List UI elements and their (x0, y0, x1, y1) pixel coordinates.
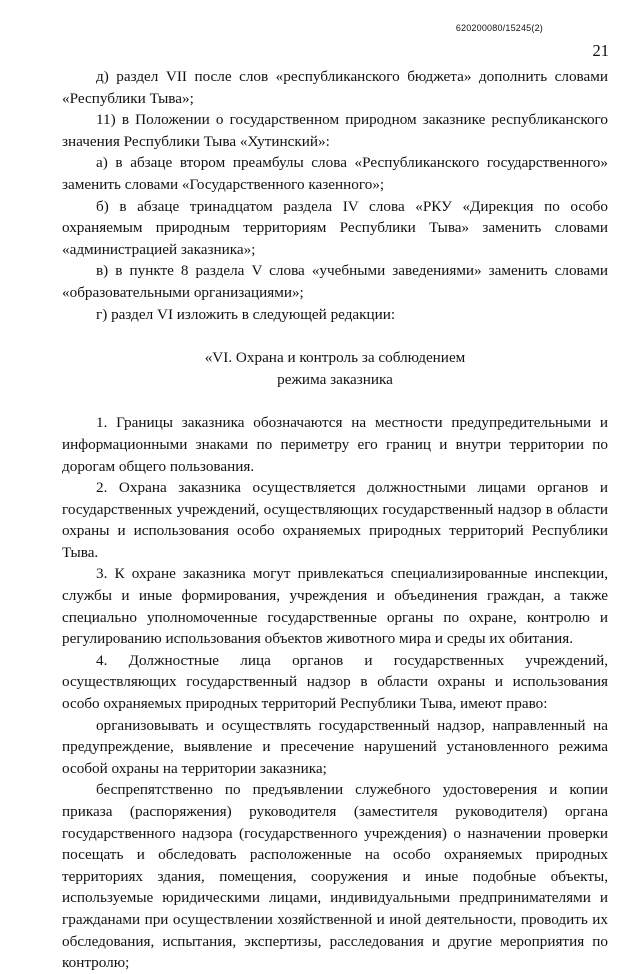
paragraph: г) раздел VI изложить в следующей редакции: (96, 305, 396, 323)
paragraph: в) в пункте 8 раздела V слова «учебными заведениями» заменить словами «образовательными организациями»; (62, 262, 608, 301)
paragraph: 4. Должностные лица органов и государственных учреждений, осуществляющих государственный надзор в области охраны и использования особо охраняемых природных территорий Республики Тыва, имеют право: (62, 651, 608, 713)
section-heading-line-1: «VI. Охрана и контроль за соблюдением (204, 349, 466, 367)
page-number: 21 (592, 41, 609, 60)
paragraph: 1. Границы заказника обозначаются на местности предупредительными и информационными знаками по периметру его границ и внутри территории по дорогам общего пользования. (62, 414, 608, 475)
spacer (62, 390, 608, 412)
paragraph: 11) в Положении о государственном природном заказнике республиканского значения Республики Тыва «Хутинский»: (62, 111, 608, 150)
paragraph: б) в абзаце тринадцатом раздела IV слова «РКУ «Дирекция по особо охраняемым природным территориям Республики Тыва» заменить словами «администрацией заказника»; (62, 197, 608, 258)
paragraph: д) раздел VII после слов «республиканского бюджета» дополнить словами «Республики Тыва»; (62, 68, 608, 107)
paragraph: 2. Охрана заказника осуществляется должностными лицами органов и государственных учреждений, осуществляющих государственный надзор в области охраны и использования особо охраняемых природных территорий Республики Тыва. (62, 479, 608, 561)
paragraph: а) в абзаце втором преамбулы слова «Республиканского государственного» заменить словами «Государственного казенного»; (62, 154, 608, 193)
document-body (62, 66, 608, 974)
section-heading-line-2: режима заказника (277, 370, 393, 388)
paragraph: беспрепятственно по предъявлении служебного удостоверения и копии приказа (распоряжения) руководителя (заместителя руководителя) органа государственного надзора (государственного учреждения) о назначении проверки посещать и обследовать расположенные на особо охраняемых природных территориях здания, помещения, сооружения и иные подобные объекты, используемые юридическими лицами, индивидуальными предпринимателями и гражданами при осуществлении хозяйственной и иной деятельности, проводить их обследования, испытания, экспертизы, расследования и другие мероприятия по контролю; (62, 781, 608, 972)
document-id: 620200080/15245(2) (455, 23, 543, 33)
spacer (62, 325, 608, 347)
paragraph: 3. К охране заказника могут привлекаться специализированные инспекции, службы и иные формирования, учреждения и объединения граждан, а также специально уполномоченные государственные органы по охране, контролю и регулированию использования объектов животного мира и среды их обитания. (62, 565, 608, 648)
paragraph: организовывать и осуществлять государственный надзор, направленный на предупреждение, выявление и пресечение нарушений установленного режима особой охраны на территории заказника; (62, 716, 608, 777)
